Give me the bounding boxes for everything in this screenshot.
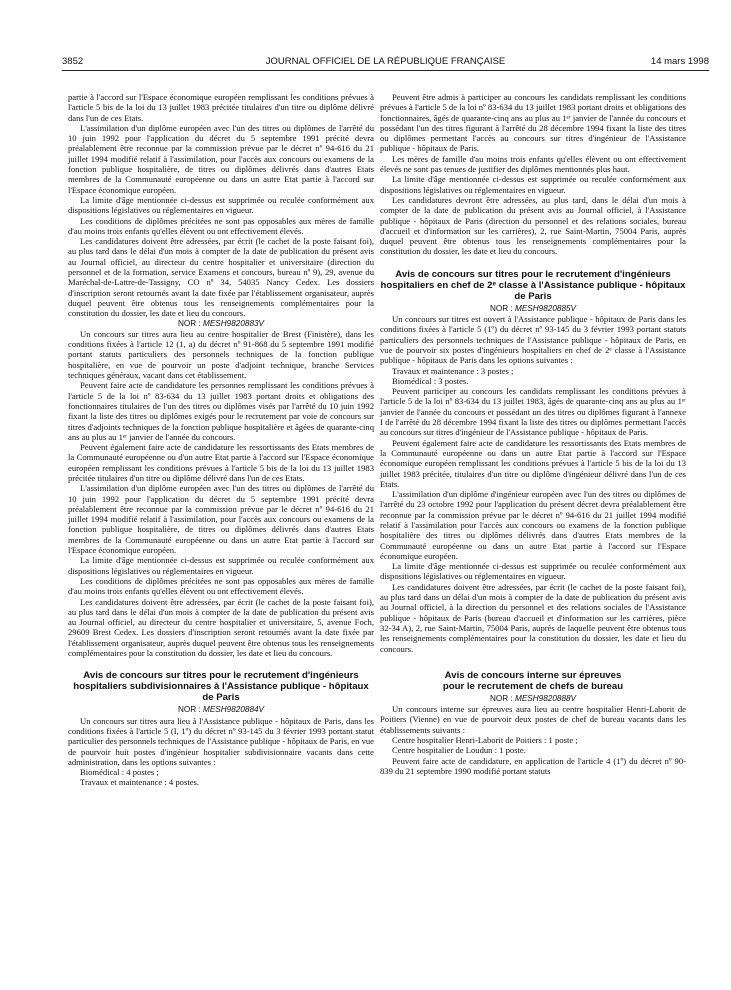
nor-code: MESH9820884V [203, 705, 265, 715]
paragraph: Travaux et maintenance : 4 postes. [80, 777, 200, 788]
paragraph: Les candidatures doivent être adressées, par écrit (le cachet de la poste faisant foi), au plus tard dans un délai d'un mois à compter de la date de publication du présent avis au Journal officiel, à la direction du personnel et des relations sociales de l'Assistance publique - hôpitaux de Paris (bureau d'accueil et d'information sur les carrières, pièce 32-34 A), 2, rue Saint-Martin, 75004 Paris, auprès de laquelle peuvent être obtenus tous les renseignements complémentaires pour la constitution du dossier, les date et lieu du concours. [380, 581, 686, 654]
paragraph: Un concours sur titres aura lieu à l'Assistance publique - hôpitaux de Paris, dans les conditions fixées à l'article 5 (I, 1º) du décret nº 93-145 du 3 février 1993 portant statut particulier des personnels techniques de l'Assistance publique - hôpitaux de Paris, en vue de pourvoir huit postes d'ingénieur hospitalier subdivisionnaire vacants dans cette administration, dans les options suivantes : [68, 715, 374, 767]
paragraph: Travaux et maintenance : 3 postes ; [392, 365, 514, 376]
paragraph: Un concours interne sur épreuves aura lieu au centre hospitalier Henri-Laborit de Poitiers (Vienne) en vue de pourvoir deux postes de chef de bureau vacants dans les établissements suivants : [380, 704, 686, 735]
paragraph: Peuvent également faire acte de candidature les ressortissants des Etats membres de la Communauté européenne ou dans un autre Etat partie à l'accord sur l'Espace économique européen remplissant les conditions prévues à l'article 5 bis de la loi du 13 juillet 1983 précitée, titulaires d'un titre ou diplôme d'ingénieur délivré dans l'un de ces Etats. [380, 437, 686, 489]
paragraph: Les candidatures doivent être adressées, par écrit (le cachet de la poste faisant foi), au plus tard dans le délai d'un mois à compter de la date de publication du présent avis au Journal officiel, au directeur du centre hospitalier et universitaire (direction du personnel et de la formation, service Examens et concours, bureau nº 9), 29, avenue du Maréchal-de-Lattre-de-Tassigny, CO nº 34, 54035 Nancy Cedex. Les dossiers d'inscription seront retournés avant la date fixée par l'établissement organisateur, auprès duquel peuvent être obtenus tous les renseignements complémentaires pour la constitution du dossier, les date et lieu du concours. [68, 236, 374, 319]
notice-title-line: pour le recrutement de chefs de bureau [442, 680, 624, 692]
nor-label: NOR : [177, 705, 201, 715]
journal-title: JOURNAL OFFICIEL DE LA RÉPUBLIQUE FRANÇAISE [265, 56, 506, 67]
paragraph: La limite d'âge mentionnée ci-dessus est supprimée ou reculée conformément aux dispositions législatives ou réglementaires en vigueur. [68, 194, 374, 216]
paragraph: partie à l'accord sur l'Espace économique européen remplissant les conditions prévues à l'article 5 bis de la loi du 13 juillet 1983 précitée titulaires d'un titre ou diplôme délivré dans l'un de ces Etats. [68, 92, 374, 123]
notice-title: Avis de concours sur titres pour le recrutement d'ingénieurs hospitaliers en chef de 2ᵉ classe à l'Assistance publique - hôpitaux de Paris [380, 268, 686, 302]
notice-title-line: Avis de concours interne sur épreuves [444, 669, 622, 681]
paragraph: Centre hospitalier Henri-Laborit de Poitiers : 1 poste ; [392, 735, 578, 746]
nor-reference [68, 705, 374, 715]
paragraph: Biomédical : 4 postes ; [80, 767, 159, 778]
nor-label: NOR : [489, 693, 513, 703]
paragraph: Les candidatures doivent être adressées, par écrit (le cachet de la poste faisant foi), au plus tard dans le délai d'un mois à compter de la date de publication du présent avis au Journal officiel, au directeur du centre hospitalier et universitaire, 5, avenue Foch, 29609 Brest Cedex. Les dossiers d'inscription seront retournés avant la date fixée par l'établissement organisateur, auprès duquel peuvent être obtenus tous les renseignements complémentaires pour la constitution du dossier, les date et lieu du concours. [68, 596, 374, 659]
left-column [68, 92, 374, 788]
paragraph: Peuvent faire acte de candidature, en application de l'article 4 (1º) du décret nº 90-839 du 21 septembre 1990 modifié portant statuts [380, 755, 686, 776]
paragraph: Peuvent être admis à participer au concours les candidats remplissant les conditions prévues à l'article 5 de la loi nº 83-634 du 13 juillet 1983 portant droits et obligations des fonctionnaires, âgés de quarante-cinq ans au plus au 1ᵉʳ janvier de l'année du concours et possédant l'un des titres figurant à l'arrêté du 28 décembre 1994 fixant la liste des titres ou diplômes permettant l'accès au concours sur titres d'ingénieur de l'Assistance publique - hôpitaux de Paris. [380, 92, 686, 154]
paragraph: Centre hospitalier de Loudun : 1 poste. [392, 745, 526, 756]
paragraph: Les conditions de diplômes précitées ne sont pas opposables aux mères de famille d'au moins trois enfants qu'elles élèvent ou ont effectivement élevés. [68, 215, 374, 236]
notice-title [380, 670, 686, 692]
paragraph: La limite d'âge mentionnée ci-dessus est supprimée ou reculée conformément aux dispositions législatives ou réglementaires en vigueur. [380, 561, 686, 582]
nor-reference [380, 694, 686, 704]
paragraph: Biomédical : 3 postes. [392, 375, 469, 386]
issue-date: 14 mars 1998 [650, 56, 709, 67]
paragraph: Peuvent faire acte de candidature les personnes remplissant les conditions prévues à l'article 5 de la loi nº 83-634 du 13 juillet 1983 portant droits et obligations des fonctionnaires titulaires de l'un des titres ou diplômes visés par l'arrêté du 10 juin 1992 fixant la liste des titres ou diplômes exigés pour le recrutement par voie de concours sur titres d'adjoints techniques de la fonction publique hospitalière et âgées de quarante-cinq ans au plus au 1ᵉʳ janvier de l'année du concours. [68, 380, 374, 442]
paragraph: L'assimilation d'un diplôme d'ingénieur européen avec l'un des titres ou diplômes de l'arrêté du 23 octobre 1992 pour l'application du présent décret devra préalablement être reconnue par la commission prévue par le décret nº 94-616 du 21 juillet 1994 modifié relatif à l'assimilation pour l'accès aux concours ou examens de la fonction publique hospitalière des titres ou diplômes délivrés dans d'autres Etats membres de la Communauté européenne ou dans un autre Etat partie à l'accord sur l'Espace économique européen. [380, 489, 686, 561]
paragraph: Les candidatures devront être adressées, au plus tard, dans le délai d'un mois à compter de la date de publication du présent avis au Journal officiel, à l'Assistance publique - hôpitaux de Paris (direction du personnel et des relations sociales, bureau d'accueil et d'information sur les carrières), 2, rue Saint-Martin, 75004 Paris, auprès duquel peuvent être obtenus tous les renseignements complémentaires pour la constitution du dossier, les date et lieu du concours. [380, 194, 686, 257]
nor-code: MESH9820883V [203, 318, 265, 328]
paragraph: Les mères de famille d'au moins trois enfants qu'elles élèvent ou ont effectivement élevés ne sont pas tenues de justifier des diplômes mentionnés plus haut. [380, 153, 686, 175]
nor-code: MESH9820885V [515, 303, 577, 313]
paragraph: Un concours sur titres aura lieu au centre hospitalier de Brest (Finistère), dans les conditions fixées à l'article 12 (1, a) du décret nº 91-868 du 5 septembre 1991 modifié portant statuts particuliers des personnels techniques de la fonction publique hospitalière, en vue de pourvoir un poste d'adjoint technique, branche Services techniques généraux, vacant dans cet établissement. [68, 328, 374, 381]
header-rule [62, 70, 709, 71]
paragraph: Peuvent participer au concours les candidats remplissant les conditions prévues à l'article 5 de la loi nº 83-634 du 13 juillet 1983, âgés de quarante-cinq ans au plus au 1ᵉʳ janvier de l'année du concours et possédant un des titres ou diplômes figurant à l'annexe I de l'arrêté du 28 décembre 1994 fixant la liste des titres ou diplômes permettant l'accès au concours sur titres d'ingénieur de l'Assistance publique - hôpitaux de Paris. [380, 386, 686, 438]
paragraph: Un concours sur titres est ouvert à l'Assistance publique - hôpitaux de Paris dans les conditions fixées à l'article 5 (1º) du décret nº 93-145 du 3 février 1993 portant statuts particuliers des personnels techniques de l'Assistance publique - hôpitaux de Paris, en vue de pourvoir six postes d'ingénieurs hospitaliers en chef de 2ᵉ classe à l'Assistance publique - hôpitaux de Paris dans les options suivantes : [380, 314, 686, 366]
page-header [62, 56, 709, 70]
paragraph: La limite d'âge mentionnée ci-dessus est supprimée ou reculée conformément aux dispositions législatives ou réglementaires en vigueur. [380, 174, 686, 195]
notice-title: Avis de concours sur titres pour le recrutement d'ingénieurs hospitaliers subdivisionnaires à l'Assistance publique - hôpitaux de Paris [73, 670, 369, 704]
nor-label: NOR : [177, 318, 201, 328]
nor-code: MESH9820888V [515, 693, 577, 703]
nor-label: NOR : [489, 303, 513, 313]
paragraph: La limite d'âge mentionnée ci-dessus est supprimée ou reculée conformément aux dispositions législatives ou réglementaires en vigueur. [68, 555, 374, 576]
paragraph: Les conditions de diplômes précitées ne sont pas opposables aux mères de famille d'au moins trois enfants qu'elles élèvent ou ont effectivement élevés. [68, 575, 374, 597]
nor-reference [68, 319, 374, 329]
paragraph: Peuvent également faire acte de candidature les ressortissants des Etats membres de la Communauté européenne ou d'un autre Etat partie à l'accord sur l'Espace économique européen remplissant les conditions prévues à l'article 5 bis de la loi du 13 juillet 1983 précitée titulaires d'un titre ou diplôme délivré dans l'un de ces Etats. [68, 442, 374, 483]
nor-reference [380, 304, 686, 314]
page-number: 3852 [62, 56, 84, 67]
paragraph: L'assimilation d'un diplôme européen avec l'un des titres ou diplômes de l'arrêté du 10 juin 1992 pour l'application du décret du 5 septembre 1991 précité devra préalablement être reconnue par la commission prévue par le décret nº 94-616 du 21 juillet 1994 modifié relatif à l'assimilation, pour l'accès aux concours ou examens de la fonction publique hospitalière, de titres ou diplômes délivrés dans d'autres Etats membres de la Communauté européenne ou dans un autre Etat partie à l'accord sur l'Espace économique européen. [68, 483, 374, 556]
right-column [380, 92, 686, 776]
paragraph: L'assimilation d'un diplôme européen avec l'un des titres ou diplômes de l'arrêté du 10 juin 1992 pour l'application du décret du 5 septembre 1991 précité devra préalablement être reconnue par la commission prévue par le décret nº 94-616 du 21 juillet 1994 modifié relatif à l'assimilation, pour l'accès aux concours ou examens de la fonction publique hospitalière, de titres ou diplômes délivrés dans d'autres Etats membres de la Communauté européenne ou dans un autre Etat partie à l'accord sur l'Espace économique européen. [68, 122, 374, 195]
